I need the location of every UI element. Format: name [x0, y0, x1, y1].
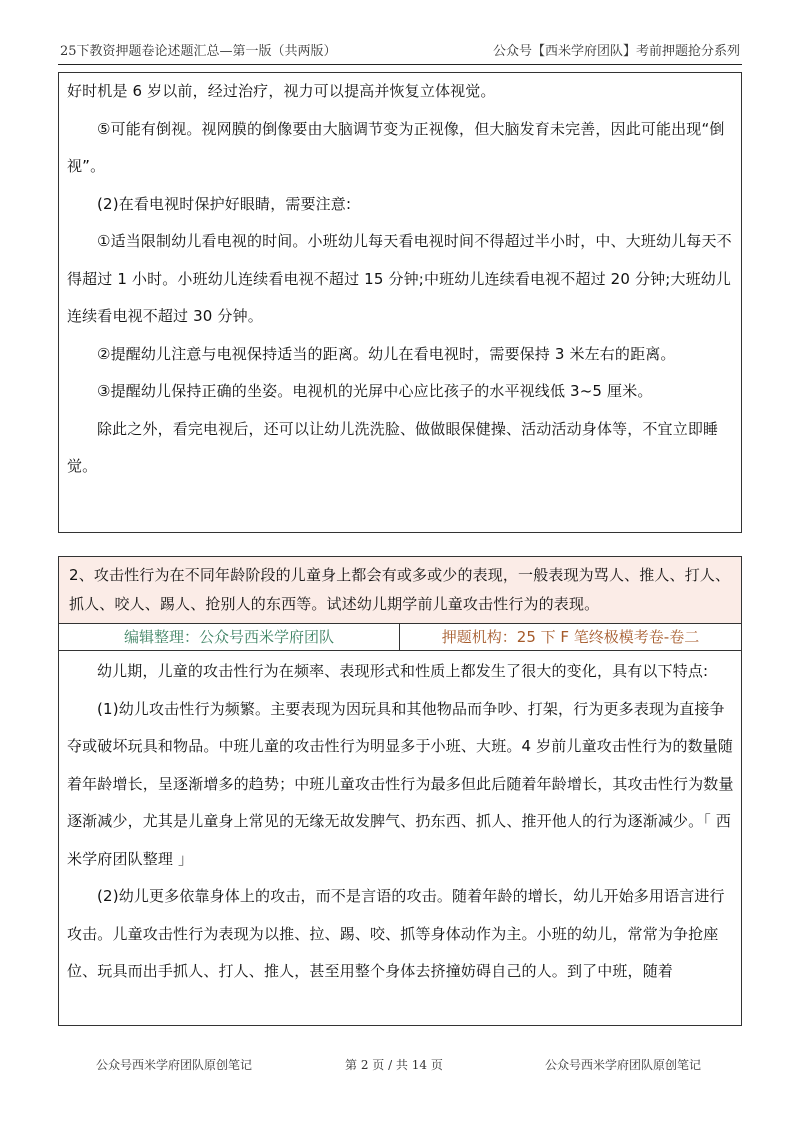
footer-right: 公众号西米学府团队原创笔记 [545, 1058, 702, 1072]
meta-row [59, 624, 741, 651]
answer-paragraph: 除此之外，看完电视后，还可以让幼儿洗洗脸、做做眼保健操、活动活动身体等，不宜立即睡觉。 [67, 419, 719, 475]
header-title: 25下教资押题卷论述题汇总—第一版（共两版） [60, 44, 337, 59]
answer-paragraph: ①适当限制幼儿看电视的时间。小班幼儿每天看电视时间不得超过半小时，中、大班幼儿每天不得超过 1 小时。小班幼儿连续看电视不超过 15 分钟;中班幼儿连续看电视不超过 20 分钟;大班幼儿连续看电视不超过 30 分钟。 [67, 232, 732, 325]
answer-paragraph: (1)幼儿攻击性行为频繁。主要表现为因玩具和其他物品而争吵、打架，行为更多表现为直接争夺或破坏玩具和物品。中班儿童的攻击性行为明显多于小班、大班。4 岁前儿童攻击性行为的数量随着年龄增长，呈逐渐增多的趋势；中班儿童攻击性行为最多但此后随着年龄增长，其攻击性行为数量逐渐减少，尤其是儿童身上常见的无缘无故发脾气、扔东西、抓人、推开他人的行为逐渐减少。「 西米学府团队整理 」 [67, 699, 734, 868]
source-credit: 押题机构：25 下 F 笔终极模考卷-卷二 [441, 628, 700, 646]
answer-paragraph: ⑤可能有倒视。视网膜的倒像要由大脑调节变为正视像，但大脑发育未完善，因此可能出现“倒视”。 [67, 119, 725, 175]
answer-line: 好时机是 6 岁以前，经过治疗，视力可以提高并恢复立体视觉。 [67, 82, 496, 100]
question-text: 2、攻击性行为在不同年龄阶段的儿童身上都会有或多或少的表现，一般表现为骂人、推人、打人、抓人、咬人、踢人、抢别人的东西等。试述幼儿期学前儿童攻击性行为的表现。 [69, 566, 731, 613]
answer-paragraph: (2)在看电视时保护好眼睛，需要注意: [97, 194, 352, 213]
answer-paragraph: ②提醒幼儿注意与电视保持适当的距离。幼儿在看电视时，需要保持 3 米左右的距离。 [97, 344, 676, 363]
question-header [59, 557, 741, 624]
editor-credit: 编辑整理：公众号西米学府团队 [59, 624, 400, 650]
answer-paragraph: (2)幼儿更多依靠身体上的攻击，而不是言语的攻击。随着年龄的增长，幼儿开始多用语言进行攻击。儿童攻击性行为表现为以推、拉、踢、咬、抓等身体动作为主。小班的幼儿，常常为争抢座位、玩具而出手抓人、打人、推人，甚至用整个身体去挤撞妨碍自己的人。到了中班，随着 [67, 887, 725, 980]
header-series: 公众号【西米学府团队】考前押题抢分系列 [492, 44, 740, 59]
question-box [58, 556, 742, 1026]
answer-body [59, 651, 741, 991]
answer-box-continued [58, 72, 742, 533]
page-number: 第 2 页 / 共 14 页 [345, 1058, 443, 1072]
answer-paragraph: ③提醒幼儿保持正确的坐姿。电视机的光屏中心应比孩子的水平视线低 3~5 厘米。 [97, 382, 653, 400]
answer-paragraph: 幼儿期，儿童的攻击性行为在频率、表现形式和性质上都发生了很大的变化，具有以下特点: [97, 662, 709, 680]
page-footer [0, 1056, 800, 1078]
page-header [58, 36, 742, 65]
footer-left: 公众号西米学府团队原创笔记 [96, 1058, 253, 1072]
